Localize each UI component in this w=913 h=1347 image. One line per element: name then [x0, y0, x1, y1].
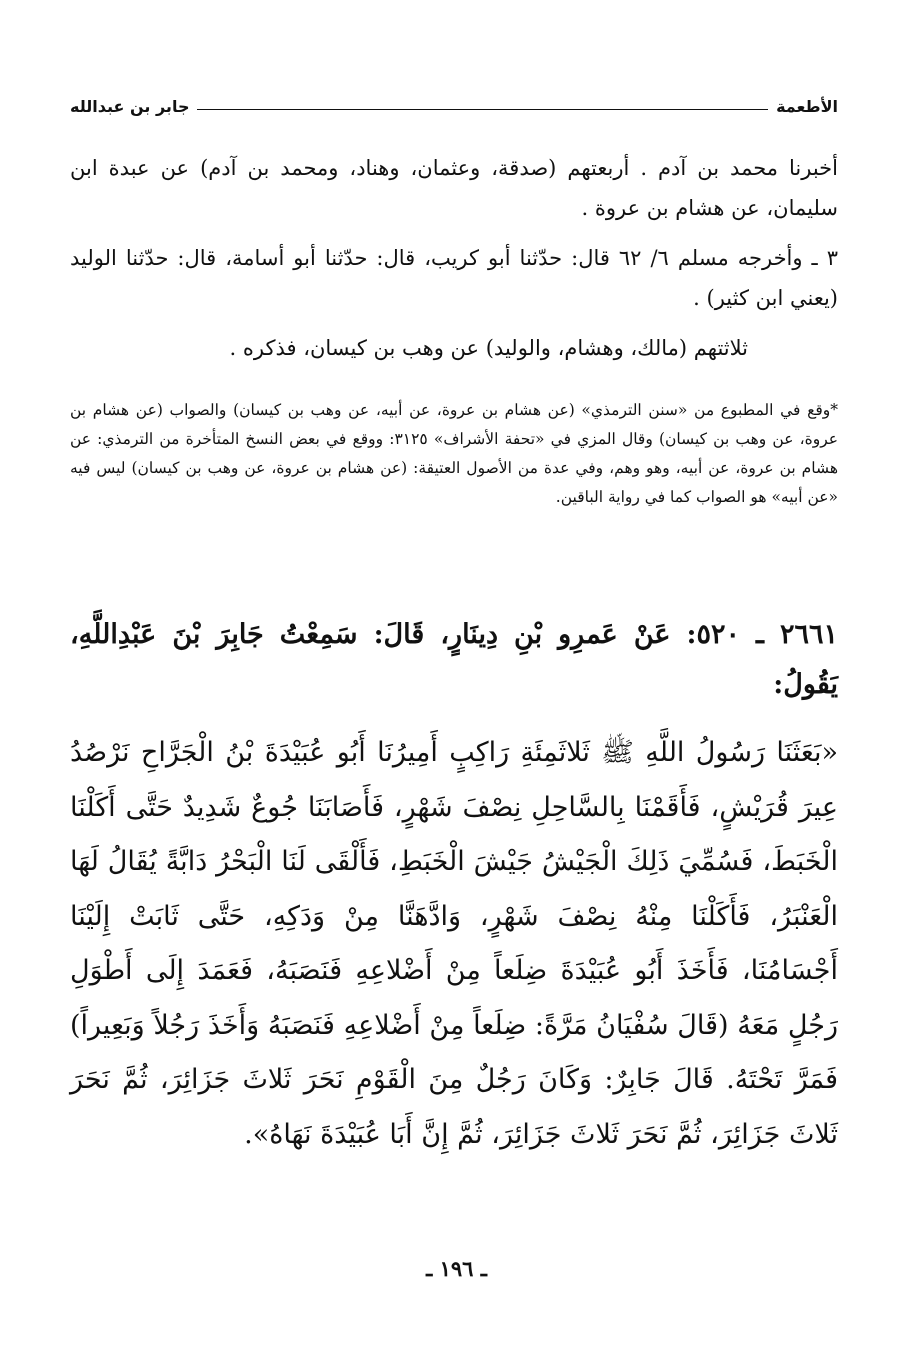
- header-chapter-title: الأطعمة: [776, 96, 838, 116]
- hadith-body-text: «بَعَثَنَا رَسُولُ اللَّهِ ﷺ ثَلاثَمِئَةِ رَاكِبٍ أَمِيرُنَا أَبُو عُبَيْدَةَ بْنُ الْجَرَّاحِ نَرْصُدُ عِيرَ قُرَيْشٍ، فَأَقَمْنَا بِالسَّاحِلِ نِصْفَ شَهْرٍ، فَأَصَابَنَا جُوعٌ شَدِيدٌ حَتَّى أَكَلْنَا الْخَبَطَ، فَسُمِّيَ ذَلِكَ الْجَيْشُ جَيْشَ الْخَبَطِ، فَأَلْقَى لَنَا الْبَحْرُ دَابَّةً يُقَالُ لَهَا الْعَنْبَرُ، فَأَكَلْنَا مِنْهُ نِصْفَ شَهْرٍ، وَادَّهَنَّا مِنْ وَدَكِهِ، حَتَّى ثَابَتْ إِلَيْنَا أَجْسَامُنَا، فَأَخَذَ أَبُو عُبَيْدَةَ ضِلَعاً مِنْ أَضْلاعِهِ فَنَصَبَهُ، فَعَمَدَ إِلَى أَطْوَلِ رَجُلٍ مَعَهُ (قَالَ سُفْيَانُ مَرَّةً: ضِلَعاً مِنْ أَضْلاعِهِ فَنَصَبَهُ وَأَخَذَ رَجُلاً وَبَعِيراً) فَمَرَّ تَحْتَهُ. قَالَ جَابِرٌ: وَكَانَ رَجُلٌ مِنَ الْقَوْمِ نَحَرَ ثَلاثَ جَزَائِرَ، ثُمَّ نَحَرَ ثَلاثَ جَزَائِرَ، ثُمَّ نَحَرَ ثَلاثَ جَزَائِرَ، ثُمَّ إِنَّ أَبَا عُبَيْدَةَ نَهَاهُ».: [70, 737, 838, 1150]
- hadith-heading-text: ٢٦٦١ ـ ٥٢٠: عَنْ عَمرِو بْنِ دِينَارٍ، قَالَ: سَمِعْتُ جَابِرَ بْنَ عَبْدِاللَّهِ، يَقُولُ:: [70, 619, 838, 700]
- intro-paragraph-2: ٣ ـ وأخرجه مسلم ٦/ ٦٢ قال: حدّثنا أبو كريب، قال: حدّثنا أبو أسامة، قال: حدّثنا الوليد (يعني ابن كثير) .: [70, 246, 838, 310]
- header-section-title: جابر بن عبدالله: [70, 96, 190, 116]
- intro-paragraph-3: ثلاثتهم (مالك، وهشام، والوليد) عن وهب بن كيسان، فذكره .: [229, 336, 748, 360]
- page-number: ـ ١٩٦ ـ: [426, 1256, 487, 1281]
- hadith-body: [70, 726, 838, 1162]
- footnote-text: *وقع في المطبوع من «سنن الترمذي» (عن هشام بن عروة، عن أبيه، عن وهب بن كيسان) والصواب (عن هشام بن عروة، عن وهب بن كيسان) وقال المزي في «تحفة الأشراف» ٣١٢٥: ووقع في بعض النسخ المتأخرة من الترمذي: عن هشام بن عروة، عن أبيه، وهو وهم، وفي عدة من الأصول العتيقة: (عن هشام بن عروة، عن وهب بن كيسان) ليس فيه «عن أبيه» هو الصواب كما في رواية الباقين.: [70, 401, 838, 506]
- header-rule: [197, 109, 768, 110]
- hadith-heading: [70, 610, 838, 710]
- footnote: [70, 396, 838, 512]
- intro-paragraph-1: أخبرنا محمد بن آدم . أربعتهم (صدقة، وعثمان، وهناد، ومحمد بن آدم) عن عبدة ابن سليمان، عن هشام بن عروة .: [70, 156, 838, 220]
- intro-text: [70, 148, 838, 368]
- running-header: [70, 92, 838, 120]
